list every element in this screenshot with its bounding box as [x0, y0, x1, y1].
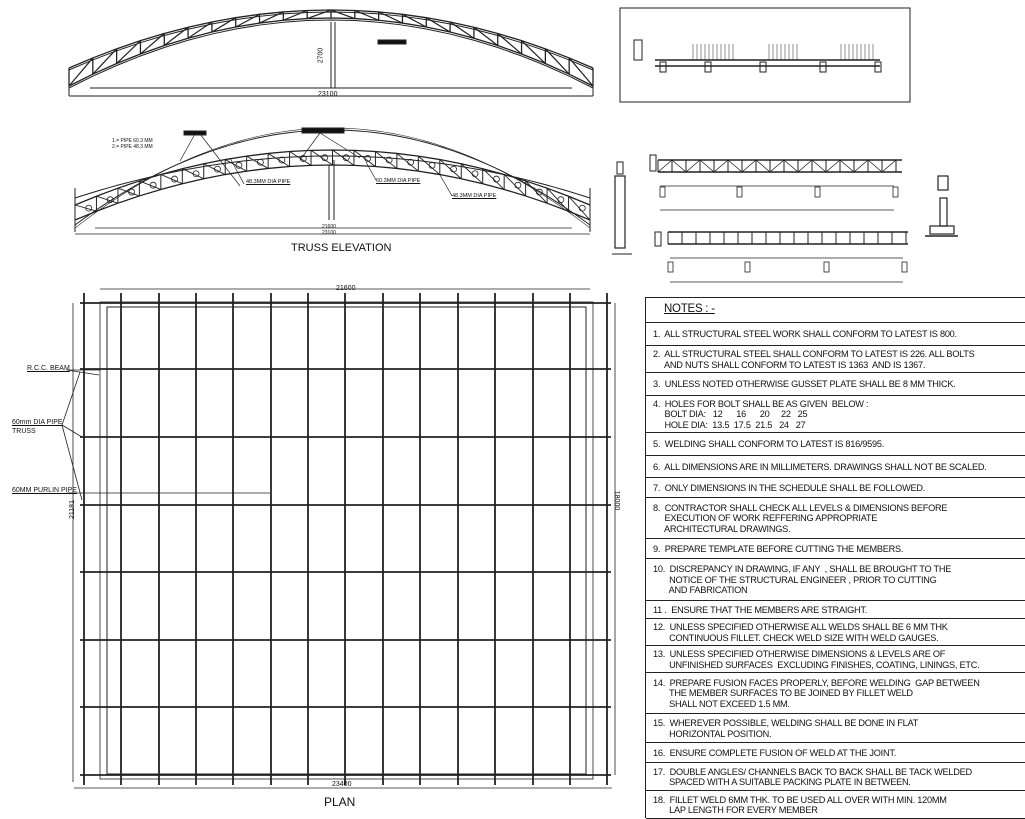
column-section: [634, 40, 642, 60]
leader-line: [366, 162, 376, 180]
note-item: 8. CONTRACTOR SHALL CHECK ALL LEVELS & DIMENSIONS BEFORE EXECUTION OF WORK REFFERING APPROPRIATE ARCHITECTURAL DRAWINGS.: [646, 498, 1025, 539]
support-block: [760, 62, 766, 72]
truss-diagonal: [714, 160, 728, 172]
note-item: 14. PREPARE FUSION FACES PROPERLY, BEFORE WELDING GAP BETWEEN THE MEMBER SURFACES TO BE JOINED BY FILLET WELD SHALL NOT EXCEED 1.5 MM.: [646, 673, 1025, 714]
rcc-beam-label: R.C.C. BEAM: [27, 365, 70, 372]
footing-base: [930, 226, 954, 234]
note-item: 9. PREPARE TEMPLATE BEFORE CUTTING THE MEMBERS.: [646, 539, 1025, 559]
note-item: 17. DOUBLE ANGLES/ CHANNELS BACK TO BACK SHALL BE TACK WELDED SPACED WITH A SUITABLE PACKING PLATE IN BETWEEN.: [646, 763, 1025, 791]
note-item: 6. ALL DIMENSIONS ARE IN MILLIMETERS. DRAWINGS SHALL NOT BE SCALED.: [646, 456, 1025, 478]
column-detail: [615, 176, 625, 248]
label-block: [378, 40, 406, 44]
note-item: 11 . ENSURE THAT THE MEMBERS ARE STRAIGHT.: [646, 601, 1025, 619]
pier-block: [668, 262, 673, 272]
note-item: 2. ALL STRUCTURAL STEEL SHALL CONFORM TO LATEST IS 226. ALL BOLTS AND NUTS SHALL CONFORM TO LATEST IS 1363 AND IS 1367.: [646, 346, 1025, 373]
footing-column: [940, 198, 947, 226]
truss-diagonal: [798, 160, 812, 172]
truss-diagonal: [868, 160, 882, 172]
legend-item: 2.= PIPE 48.3 MM: [112, 144, 153, 150]
top-truss-drawing: [69, 10, 593, 96]
support-block: [875, 62, 881, 72]
note-item: 15. WHEREVER POSSIBLE, WELDING SHALL BE DONE IN FLAT HORIZONTAL POSITION.: [646, 714, 1025, 743]
note-item: 13. UNLESS SPECIFIED OTHERWISE DIMENSIONS & LEVELS ARE OF UNFINISHED SURFACES EXCLUDING FINISHES, COATING, LININGS, ETC.: [646, 646, 1025, 673]
note-item: 12. UNLESS SPECIFIED OTHERWISE ALL WELDS SHALL BE 6 MM THK CONTINUOUS FILLET. CHECK WELD SIZE WITH WELD GAUGES.: [646, 619, 1025, 646]
truss-diagonal: [742, 160, 756, 172]
plan-right-dim: 18000: [613, 490, 621, 511]
truss-diagonal: [784, 160, 798, 172]
plan-title: PLAN: [324, 795, 356, 809]
leader-line: [180, 134, 195, 161]
pier-block: [893, 187, 898, 197]
plan-left-dim: 21181: [68, 500, 76, 519]
truss-diagonal: [700, 160, 714, 172]
pipe-callout: 48.3MM DIA PIPE: [452, 193, 497, 199]
top-truss-span-dim: 23100: [318, 91, 338, 98]
beam-detail-frame: [620, 8, 910, 102]
note-item: 4. HOLES FOR BOLT SHALL BE AS GIVEN BELOW : BOLT DIA: 12 16 20 22 25 HOLE DIA: 13.5 17.5 21.5 24 27: [646, 396, 1025, 433]
section-details: [612, 8, 958, 282]
truss-diagonal: [854, 160, 868, 172]
label-block: [302, 128, 344, 133]
support-block: [820, 62, 826, 72]
pipe-circle: [579, 205, 585, 211]
pipe-circle: [558, 197, 564, 203]
column-cap: [617, 162, 623, 174]
pipe-callout: 48.3MM DIA PIPE: [246, 179, 291, 185]
purlin-label: 60MM PURLIN PIPE: [12, 487, 77, 494]
legend-item: 1.= PIPE 60.3 MM: [112, 138, 153, 144]
truss-elevation-title: TRUSS ELEVATION: [291, 242, 392, 254]
leader-line: [320, 133, 360, 158]
leader-line: [62, 372, 80, 425]
note-item: 16. ENSURE COMPLETE FUSION OF WELD AT THE JOINT.: [646, 743, 1025, 763]
notes-table: [645, 297, 1025, 818]
pipe-circle: [515, 182, 521, 188]
pier-block: [737, 187, 742, 197]
truss-diagonal: [331, 10, 355, 19]
note-item: 1. ALL STRUCTURAL STEEL WORK SHALL CONFORM TO LATEST IS 800.: [646, 323, 1025, 346]
note-item: 18. FILLET WELD 6MM THK. TO BE USED ALL OVER WITH MIN. 120MM LAP LENGTH FOR EVERY MEMBER: [646, 791, 1025, 819]
bottom-chord: [75, 165, 590, 220]
truss-diagonal: [840, 160, 854, 172]
leader-line: [67, 370, 99, 375]
note-item: 5. WELDING SHALL CONFORM TO LATEST IS 816/9595.: [646, 433, 1025, 456]
elevation-outer-dim: 23100: [322, 230, 336, 236]
note-item: 7. ONLY DIMENSIONS IN THE SCHEDULE SHALL BE FOLLOWED.: [646, 478, 1025, 498]
support-block: [660, 62, 666, 72]
rcc-beam: [107, 307, 586, 774]
pipe-truss-label-2: TRUSS: [12, 428, 36, 435]
truss-diagonal: [672, 160, 686, 172]
plan-bottom-dim: 23400: [332, 781, 352, 788]
section-mark: [655, 232, 661, 246]
pipe-callout: 60.3MM DIA PIPE: [376, 178, 421, 184]
pipe-circle: [493, 176, 499, 182]
leader-line: [440, 175, 452, 196]
pier-block: [745, 262, 750, 272]
truss-diagonal: [826, 160, 840, 172]
truss-diagonal: [686, 160, 700, 172]
truss-diagonal: [307, 10, 331, 19]
note-item: 3. UNLESS NOTED OTHERWISE GUSSET PLATE SHALL BE 8 MM THICK.: [646, 373, 1025, 396]
truss-diagonal: [770, 160, 784, 172]
elevation-inner-dim: 21600: [322, 224, 336, 230]
footing-cap: [938, 176, 948, 190]
top-truss-rise-dim: 2700: [317, 47, 325, 64]
pipe-truss-label: 60mm DIA PIPE: [12, 419, 63, 426]
section-mark: [650, 155, 656, 171]
truss-diagonal: [812, 160, 826, 172]
support-block: [705, 62, 711, 72]
note-item: 10. DISCREPANCY IN DRAWING, IF ANY , SHALL BE BROUGHT TO THE NOTICE OF THE STRUCTURAL ENGINEER , PRIOR TO CUTTING AND FABRICATION: [646, 559, 1025, 601]
truss-diagonal: [658, 160, 672, 172]
pipe-circle: [472, 171, 478, 177]
truss-diagonal: [728, 160, 742, 172]
truss-diagonal: [882, 160, 896, 172]
pier-block: [902, 262, 907, 272]
plan-top-dim: 21600: [336, 285, 356, 292]
notes-heading: NOTES : -: [646, 298, 1025, 323]
pier-block: [815, 187, 820, 197]
pier-block: [660, 187, 665, 197]
truss-diagonal: [756, 160, 770, 172]
pier-block: [824, 262, 829, 272]
plan-drawing: [62, 289, 615, 788]
